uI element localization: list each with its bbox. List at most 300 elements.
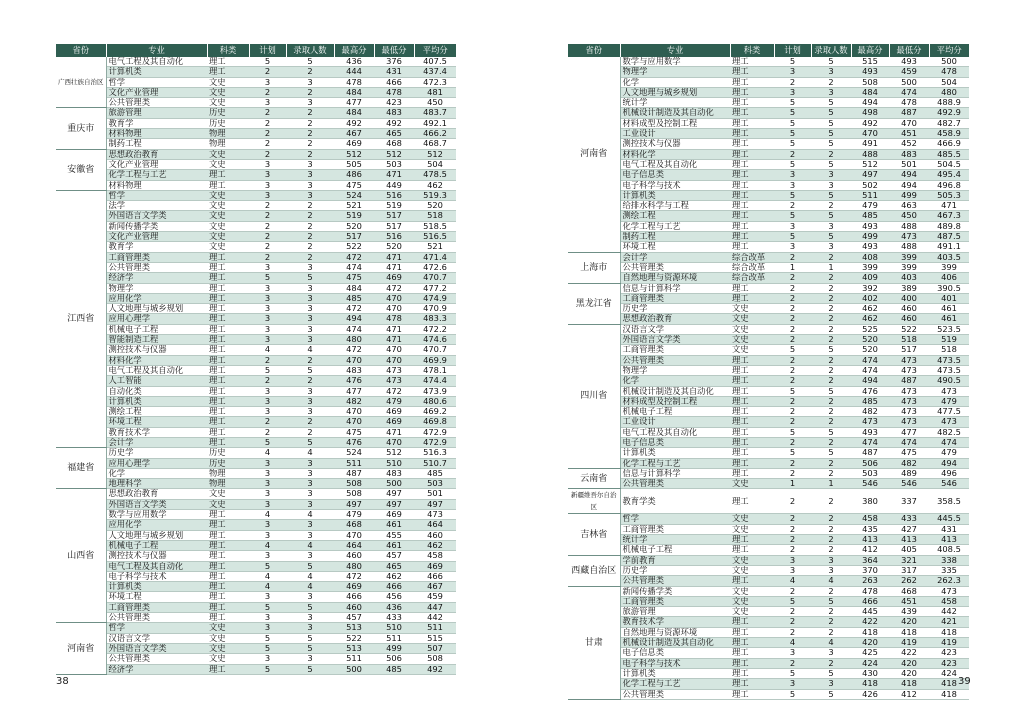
- admitted-cell: 2: [811, 437, 851, 447]
- category-cell: 综合改革: [730, 252, 774, 262]
- admitted-cell: 2: [811, 524, 851, 534]
- avg-score-cell: 462: [414, 180, 456, 190]
- table-row: [56, 159, 456, 169]
- major-cell: 机械电子工程: [620, 407, 730, 417]
- min-score-cell: 470: [889, 118, 929, 128]
- major-cell: 新闻传播学类: [620, 586, 730, 596]
- max-score-cell: 511: [851, 190, 889, 200]
- avg-score-cell: 450: [414, 98, 456, 108]
- avg-score-cell: 495.4: [929, 170, 969, 180]
- major-cell: 地理科学: [106, 479, 207, 489]
- province-cell: 山西省: [56, 489, 106, 623]
- max-score-cell: 522: [334, 633, 374, 643]
- plan-cell: 5: [774, 190, 811, 200]
- min-score-cell: 503: [374, 159, 414, 169]
- category-cell: 理工: [730, 407, 774, 417]
- min-score-cell: 477: [889, 427, 929, 437]
- admitted-cell: 2: [811, 283, 851, 293]
- admitted-cell: 2: [811, 489, 851, 514]
- min-score-cell: 494: [889, 180, 929, 190]
- admitted-cell: 3: [286, 654, 334, 664]
- max-score-cell: 522: [334, 242, 374, 252]
- plan-cell: 2: [774, 149, 811, 159]
- table-row: [56, 201, 456, 211]
- max-score-cell: 511: [334, 654, 374, 664]
- avg-score-cell: 500: [929, 57, 969, 67]
- major-cell: 会计学: [620, 252, 730, 262]
- table-row: [568, 262, 969, 272]
- min-score-cell: 492: [374, 118, 414, 128]
- province-cell: 新疆维吾尔自治区: [568, 489, 620, 514]
- avg-score-cell: 461: [929, 314, 969, 324]
- avg-score-cell: 473.5: [929, 355, 969, 365]
- plan-cell: 5: [249, 633, 286, 643]
- category-cell: 理工: [730, 211, 774, 221]
- major-cell: 工商管理类: [620, 524, 730, 534]
- admitted-cell: 2: [811, 396, 851, 406]
- plan-cell: 5: [249, 365, 286, 375]
- min-score-cell: 466: [374, 582, 414, 592]
- admitted-cell: 3: [286, 170, 334, 180]
- avg-score-cell: 503: [414, 479, 456, 489]
- major-cell: 统计学: [620, 98, 730, 108]
- admitted-cell: 2: [811, 617, 851, 627]
- admitted-cell: 3: [286, 159, 334, 169]
- category-cell: 理工: [730, 139, 774, 149]
- plan-cell: 3: [249, 77, 286, 87]
- max-score-cell: 408: [851, 252, 889, 262]
- category-cell: 理工: [730, 232, 774, 242]
- category-cell: 理工: [730, 437, 774, 447]
- plan-cell: 2: [249, 67, 286, 77]
- avg-score-cell: 473: [929, 386, 969, 396]
- plan-cell: 2: [249, 221, 286, 231]
- category-cell: 理工: [730, 87, 774, 97]
- plan-cell: 5: [249, 57, 286, 67]
- category-cell: 文史: [730, 565, 774, 575]
- avg-score-cell: 477.5: [929, 407, 969, 417]
- category-cell: 理工: [730, 617, 774, 627]
- header-max-score: 最高分: [851, 44, 889, 57]
- table-row: [56, 118, 456, 128]
- max-score-cell: 435: [851, 524, 889, 534]
- major-cell: 文化产业管理: [106, 159, 207, 169]
- avg-score-cell: 482.5: [929, 427, 969, 437]
- min-score-cell: 471: [374, 427, 414, 437]
- table-row: [56, 252, 456, 262]
- admitted-cell: 3: [286, 489, 334, 499]
- admitted-cell: 4: [286, 571, 334, 581]
- plan-cell: 2: [774, 437, 811, 447]
- admitted-cell: 3: [286, 407, 334, 417]
- avg-score-cell: 469.8: [414, 417, 456, 427]
- admitted-cell: 2: [286, 87, 334, 97]
- min-score-cell: 439: [889, 607, 929, 617]
- plan-cell: 5: [774, 232, 811, 242]
- avg-score-cell: 490.5: [929, 376, 969, 386]
- header-major: 专业: [620, 44, 730, 57]
- plan-cell: 2: [249, 252, 286, 262]
- table-row: [56, 664, 456, 674]
- major-cell: 给排水科学与工程: [620, 201, 730, 211]
- min-score-cell: 517: [374, 211, 414, 221]
- plan-cell: 3: [249, 293, 286, 303]
- table-row: [568, 417, 969, 427]
- admitted-cell: 2: [286, 129, 334, 139]
- major-cell: 材料物理: [106, 129, 207, 139]
- min-score-cell: 399: [889, 252, 929, 262]
- admitted-cell: 2: [286, 221, 334, 231]
- admitted-cell: 3: [286, 592, 334, 602]
- avg-score-cell: 423: [929, 648, 969, 658]
- max-score-cell: 364: [851, 555, 889, 565]
- min-score-cell: 389: [889, 283, 929, 293]
- category-cell: 理工: [730, 545, 774, 555]
- major-cell: 会计学: [106, 437, 207, 447]
- category-cell: 文史: [730, 514, 774, 524]
- category-cell: 理工: [207, 365, 249, 375]
- min-score-cell: 469: [374, 510, 414, 520]
- avg-score-cell: 487.5: [929, 232, 969, 242]
- avg-score-cell: 462: [414, 540, 456, 550]
- avg-score-cell: 474.4: [414, 376, 456, 386]
- max-score-cell: 492: [334, 118, 374, 128]
- admitted-cell: 3: [286, 293, 334, 303]
- table-row: [56, 273, 456, 283]
- major-cell: 计算机类: [620, 190, 730, 200]
- avg-score-cell: 480.6: [414, 396, 456, 406]
- table-row: [56, 67, 456, 77]
- table-row: [56, 540, 456, 550]
- avg-score-cell: 510.7: [414, 458, 456, 468]
- header-category: 科类: [207, 44, 249, 57]
- max-score-cell: 497: [851, 170, 889, 180]
- min-score-cell: 468: [374, 139, 414, 149]
- max-score-cell: 513: [334, 643, 374, 653]
- category-cell: 理工: [730, 129, 774, 139]
- major-cell: 人文地理与城乡规划: [106, 530, 207, 540]
- category-cell: 文史: [207, 211, 249, 221]
- table-row: [568, 648, 969, 658]
- category-cell: 理工: [207, 613, 249, 623]
- max-score-cell: 462: [851, 314, 889, 324]
- table-row: [56, 592, 456, 602]
- plan-cell: 4: [249, 510, 286, 520]
- major-cell: 工业设计: [620, 129, 730, 139]
- min-score-cell: 512: [374, 149, 414, 159]
- max-score-cell: 458: [851, 514, 889, 524]
- major-cell: 新闻传播学类: [106, 221, 207, 231]
- avg-score-cell: 358.5: [929, 489, 969, 514]
- admitted-cell: 5: [811, 108, 851, 118]
- min-score-cell: 520: [374, 242, 414, 252]
- province-cell: 江西省: [56, 190, 106, 447]
- table-row: [56, 633, 456, 643]
- table-row: [56, 324, 456, 334]
- admitted-cell: 4: [286, 510, 334, 520]
- min-score-cell: 501: [889, 159, 929, 169]
- admitted-cell: 3: [286, 520, 334, 530]
- admitted-cell: 5: [811, 689, 851, 699]
- major-cell: 计算机类: [106, 67, 207, 77]
- table-row: [568, 376, 969, 386]
- max-score-cell: 472: [334, 571, 374, 581]
- plan-cell: 2: [249, 376, 286, 386]
- min-score-cell: 499: [374, 643, 414, 653]
- max-score-cell: 420: [851, 638, 889, 648]
- avg-score-cell: 480: [929, 87, 969, 97]
- max-score-cell: 525: [851, 324, 889, 334]
- category-cell: 理工: [730, 365, 774, 375]
- table-row: [568, 201, 969, 211]
- table-row: [568, 565, 969, 575]
- table-row: [568, 108, 969, 118]
- plan-cell: 3: [249, 489, 286, 499]
- max-score-cell: 524: [334, 190, 374, 200]
- max-score-cell: 430: [851, 668, 889, 678]
- avg-score-cell: 464: [414, 520, 456, 530]
- category-cell: 理工: [207, 551, 249, 561]
- min-score-cell: 403: [889, 273, 929, 283]
- plan-cell: 2: [774, 535, 811, 545]
- avg-score-cell: 519: [929, 335, 969, 345]
- avg-score-cell: 482.7: [929, 118, 969, 128]
- table-row: [568, 98, 969, 108]
- min-score-cell: 450: [889, 211, 929, 221]
- major-cell: 公共管理类: [620, 689, 730, 699]
- max-score-cell: 493: [851, 242, 889, 252]
- admitted-cell: 2: [286, 139, 334, 149]
- avg-score-cell: 466.2: [414, 129, 456, 139]
- min-score-cell: 317: [889, 565, 929, 575]
- plan-cell: 2: [774, 617, 811, 627]
- min-score-cell: 420: [889, 617, 929, 627]
- admitted-cell: 3: [286, 499, 334, 509]
- plan-cell: 5: [249, 561, 286, 571]
- avg-score-cell: 468.7: [414, 139, 456, 149]
- plan-cell: 2: [774, 314, 811, 324]
- admitted-cell: 2: [811, 468, 851, 478]
- plan-cell: 1: [774, 262, 811, 272]
- category-cell: 理工: [730, 627, 774, 637]
- plan-cell: 3: [774, 565, 811, 575]
- table-row: [56, 561, 456, 571]
- table-row: [568, 576, 969, 586]
- province-cell: 河南省: [56, 623, 106, 674]
- avg-score-cell: 466.9: [929, 139, 969, 149]
- category-cell: 综合改革: [730, 262, 774, 272]
- category-cell: 文史: [207, 221, 249, 231]
- admitted-cell: 3: [811, 242, 851, 252]
- category-cell: 理工: [207, 407, 249, 417]
- min-score-cell: 500: [889, 77, 929, 87]
- admitted-cell: 4: [811, 638, 851, 648]
- major-cell: 电子信息类: [620, 648, 730, 658]
- plan-cell: 5: [774, 596, 811, 606]
- major-cell: 工商管理类: [106, 252, 207, 262]
- table-row: [568, 242, 969, 252]
- admitted-cell: 3: [811, 87, 851, 97]
- plan-cell: 5: [774, 689, 811, 699]
- max-score-cell: 499: [851, 232, 889, 242]
- admitted-cell: 2: [286, 252, 334, 262]
- plan-cell: 2: [774, 304, 811, 314]
- major-cell: 自动化类: [106, 386, 207, 396]
- table-row: [56, 365, 456, 375]
- major-cell: 工商管理类: [620, 293, 730, 303]
- avg-score-cell: 492.1: [414, 118, 456, 128]
- max-score-cell: 508: [334, 479, 374, 489]
- plan-cell: 2: [774, 468, 811, 478]
- avg-score-cell: 473: [929, 586, 969, 596]
- category-cell: 理工: [207, 67, 249, 77]
- max-score-cell: 470: [851, 129, 889, 139]
- admitted-cell: 3: [286, 262, 334, 272]
- plan-cell: 5: [249, 643, 286, 653]
- category-cell: 理工: [730, 242, 774, 252]
- category-cell: 理工: [207, 561, 249, 571]
- avg-score-cell: 496: [929, 468, 969, 478]
- max-score-cell: 472: [334, 304, 374, 314]
- min-score-cell: 460: [889, 314, 929, 324]
- major-cell: 公共管理类: [106, 654, 207, 664]
- table-row: [56, 232, 456, 242]
- major-cell: 智能制造工程: [106, 335, 207, 345]
- min-score-cell: 510: [374, 458, 414, 468]
- avg-score-cell: 442: [929, 607, 969, 617]
- major-cell: 人文地理与城乡规划: [620, 87, 730, 97]
- admitted-cell: 5: [811, 57, 851, 67]
- min-score-cell: 517: [889, 345, 929, 355]
- avg-score-cell: 470.9: [414, 304, 456, 314]
- admitted-cell: 5: [811, 345, 851, 355]
- major-cell: 历史学: [620, 565, 730, 575]
- table-row: [568, 221, 969, 231]
- max-score-cell: 470: [334, 530, 374, 540]
- min-score-cell: 472: [374, 386, 414, 396]
- max-score-cell: 263: [851, 576, 889, 586]
- category-cell: 文史: [730, 524, 774, 534]
- max-score-cell: 370: [851, 565, 889, 575]
- plan-cell: 2: [249, 87, 286, 97]
- max-score-cell: 470: [334, 417, 374, 427]
- category-cell: 文史: [207, 242, 249, 252]
- min-score-cell: 463: [889, 201, 929, 211]
- min-score-cell: 337: [889, 489, 929, 514]
- table-row: [56, 335, 456, 345]
- table-row: [568, 190, 969, 200]
- table-row: [568, 489, 969, 514]
- table-row: [568, 535, 969, 545]
- plan-cell: 3: [249, 262, 286, 272]
- admitted-cell: 3: [286, 98, 334, 108]
- admitted-cell: 4: [286, 540, 334, 550]
- admitted-cell: 4: [286, 345, 334, 355]
- plan-cell: 5: [774, 211, 811, 221]
- major-cell: 环境工程: [106, 592, 207, 602]
- category-cell: 文史: [207, 77, 249, 87]
- max-score-cell: 477: [334, 386, 374, 396]
- admitted-cell: 5: [286, 57, 334, 67]
- avg-score-cell: 262.3: [929, 576, 969, 586]
- max-score-cell: 475: [334, 180, 374, 190]
- table-row: [568, 77, 969, 87]
- major-cell: 电子科学与技术: [106, 571, 207, 581]
- plan-cell: 2: [774, 524, 811, 534]
- max-score-cell: 503: [851, 468, 889, 478]
- category-cell: 文史: [730, 335, 774, 345]
- min-score-cell: 420: [889, 668, 929, 678]
- plan-cell: 2: [249, 108, 286, 118]
- major-cell: 公共管理类: [106, 98, 207, 108]
- header-max-score: 最高分: [334, 44, 374, 57]
- table-row: [568, 180, 969, 190]
- category-cell: 文史: [207, 623, 249, 633]
- max-score-cell: 497: [334, 499, 374, 509]
- min-score-cell: 471: [374, 252, 414, 262]
- category-cell: 理工: [730, 689, 774, 699]
- plan-cell: 2: [249, 149, 286, 159]
- category-cell: 理工: [207, 664, 249, 674]
- max-score-cell: 520: [851, 345, 889, 355]
- major-cell: 外国语言文学类: [106, 211, 207, 221]
- table-row: [568, 87, 969, 97]
- max-score-cell: 498: [851, 108, 889, 118]
- min-score-cell: 321: [889, 555, 929, 565]
- avg-score-cell: 335: [929, 565, 969, 575]
- category-cell: 文史: [730, 596, 774, 606]
- province-cell: 甘肃: [568, 586, 620, 699]
- max-score-cell: 470: [334, 355, 374, 365]
- plan-cell: 5: [774, 448, 811, 458]
- category-cell: 理工: [730, 355, 774, 365]
- max-score-cell: 482: [334, 396, 374, 406]
- admitted-cell: 2: [811, 149, 851, 159]
- admitted-cell: 3: [286, 324, 334, 334]
- max-score-cell: 493: [851, 221, 889, 231]
- category-cell: 历史: [207, 108, 249, 118]
- plan-cell: 5: [774, 427, 811, 437]
- min-score-cell: 478: [374, 314, 414, 324]
- major-cell: 化学: [106, 468, 207, 478]
- plan-cell: 3: [774, 67, 811, 77]
- header-province: 省份: [568, 44, 620, 57]
- min-score-cell: 262: [889, 576, 929, 586]
- category-cell: 理工: [207, 57, 249, 67]
- max-score-cell: 485: [851, 211, 889, 221]
- admitted-cell: 3: [286, 180, 334, 190]
- min-score-cell: 489: [889, 468, 929, 478]
- admitted-cell: 5: [811, 596, 851, 606]
- table-row: [568, 617, 969, 627]
- min-score-cell: 449: [374, 180, 414, 190]
- category-cell: 物理: [207, 479, 249, 489]
- plan-cell: 2: [774, 407, 811, 417]
- plan-cell: 5: [774, 98, 811, 108]
- admitted-cell: 1: [811, 479, 851, 489]
- max-score-cell: 477: [334, 98, 374, 108]
- table-row: [56, 304, 456, 314]
- category-cell: 理工: [730, 67, 774, 77]
- plan-cell: 5: [774, 129, 811, 139]
- min-score-cell: 451: [889, 129, 929, 139]
- table-row: [56, 448, 456, 458]
- plan-cell: 3: [249, 396, 286, 406]
- plan-cell: 3: [774, 648, 811, 658]
- min-score-cell: 471: [374, 170, 414, 180]
- min-score-cell: 471: [374, 262, 414, 272]
- min-score-cell: 488: [889, 242, 929, 252]
